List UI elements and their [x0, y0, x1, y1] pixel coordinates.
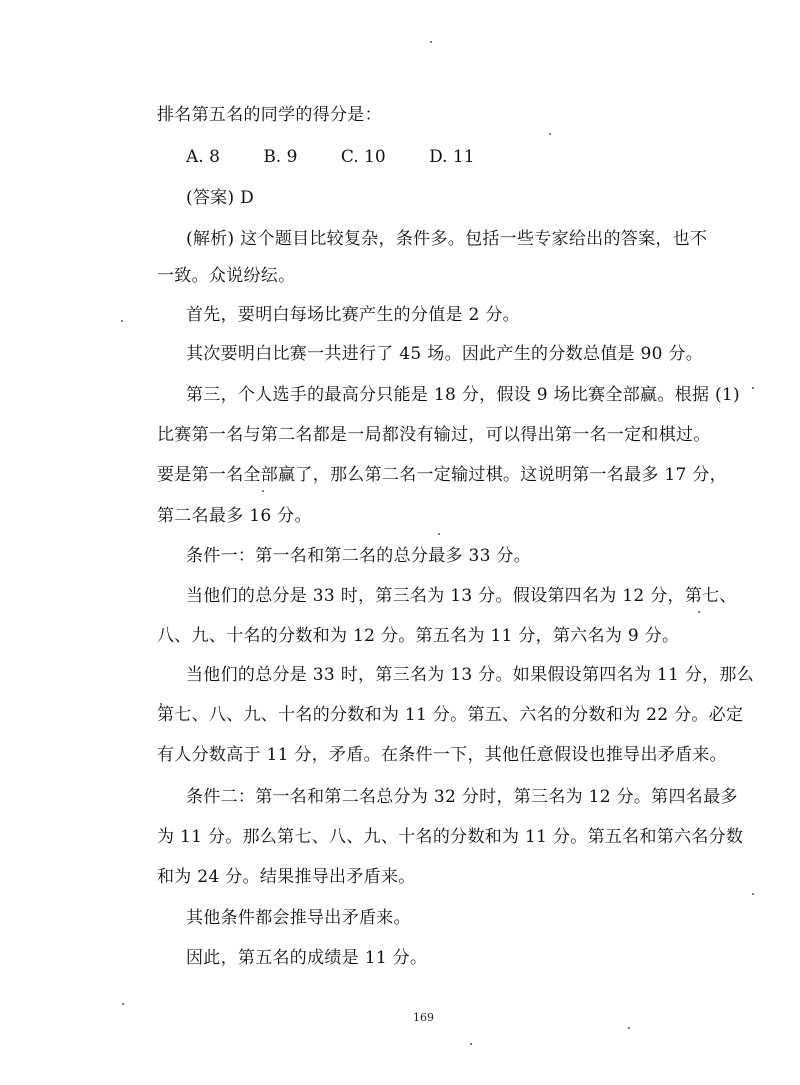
scan-speck: [430, 41, 432, 43]
conclusion-line: 因此，第五名的成绩是 11 分。: [186, 948, 428, 968]
analysis-line-12: 当他们的总分是 33 时，第三名为 13 分。如果假设第四名为 11 分，那么: [186, 665, 755, 685]
scan-speck: [628, 1027, 630, 1029]
scan-speck: [122, 1003, 124, 1005]
option-d: D. 11: [429, 147, 475, 167]
scan-speck: [752, 387, 754, 389]
answer-options: [186, 146, 513, 168]
scan-speck: [752, 893, 754, 895]
option-b: B. 9: [263, 147, 298, 167]
condition-two-line: 条件二：第一名和第二名总分为 32 分时，第三名为 12 分。第四名最多: [186, 787, 738, 807]
analysis-line-3: 首先，要明白每场比赛产生的分值是 2 分。: [186, 305, 520, 325]
scan-speck: [160, 703, 162, 705]
analysis-line-16: 为 11 分。那么第七、八、九、十名的分数和为 11 分。第五名和第六名分数: [157, 827, 744, 847]
analysis-line-18: 其他条件都会推导出矛盾来。: [186, 908, 411, 928]
analysis-line-8: 第二名最多 16 分。: [157, 506, 312, 526]
option-a: A. 8: [186, 147, 220, 167]
analysis-line-17: 和为 24 分。结果推导出矛盾来。: [157, 867, 416, 887]
page-number: 169: [413, 1011, 434, 1024]
analysis-line-14: 有人分数高于 11 分，矛盾。在条件一下，其他任意假设也推导出矛盾来。: [157, 745, 727, 765]
analysis-line-7: 要是第一名全部赢了，那么第二名一定输过棋。这说明第一名最多 17 分，: [157, 465, 727, 485]
option-c: C. 10: [340, 147, 386, 167]
analysis-line-11: 八、九、十名的分数和为 12 分。第五名为 11 分，第六名为 9 分。: [157, 626, 680, 646]
scan-speck: [549, 133, 551, 135]
analysis-line-4: 其次要明白比赛一共进行了 45 场。因此产生的分数总值是 90 分。: [186, 344, 704, 364]
analysis-line-5: 第三，个人选手的最高分只能是 18 分，假设 9 场比赛全部赢。根据 (1): [186, 385, 740, 405]
question-tail: 排名第五名的同学的得分是：: [157, 105, 382, 125]
scan-speck: [121, 320, 123, 322]
scan-speck: [262, 490, 264, 492]
analysis-line-1: (解析) 这个题目比较复杂，条件多。包括一些专家给出的答案，也不: [186, 229, 708, 249]
scan-speck: [470, 1043, 472, 1045]
analysis-line-6: 比赛第一名与第二名都是一局都没有输过，可以得出第一名一定和棋过。: [157, 425, 711, 445]
scan-speck: [698, 611, 700, 613]
scan-speck: [438, 533, 440, 535]
condition-one-line: 条件一：第一名和第二名的总分最多 33 分。: [186, 546, 532, 566]
analysis-line-13: 第七、八、九、十名的分数和为 11 分。第五、六名的分数和为 22 分。必定: [157, 705, 744, 725]
analysis-line-10: 当他们的总分是 33 时，第三名为 13 分。假设第四名为 12 分，第七、: [186, 586, 737, 606]
answer-line: (答案) D: [186, 188, 255, 208]
analysis-line-2: 一致。众说纷纭。: [157, 266, 296, 286]
